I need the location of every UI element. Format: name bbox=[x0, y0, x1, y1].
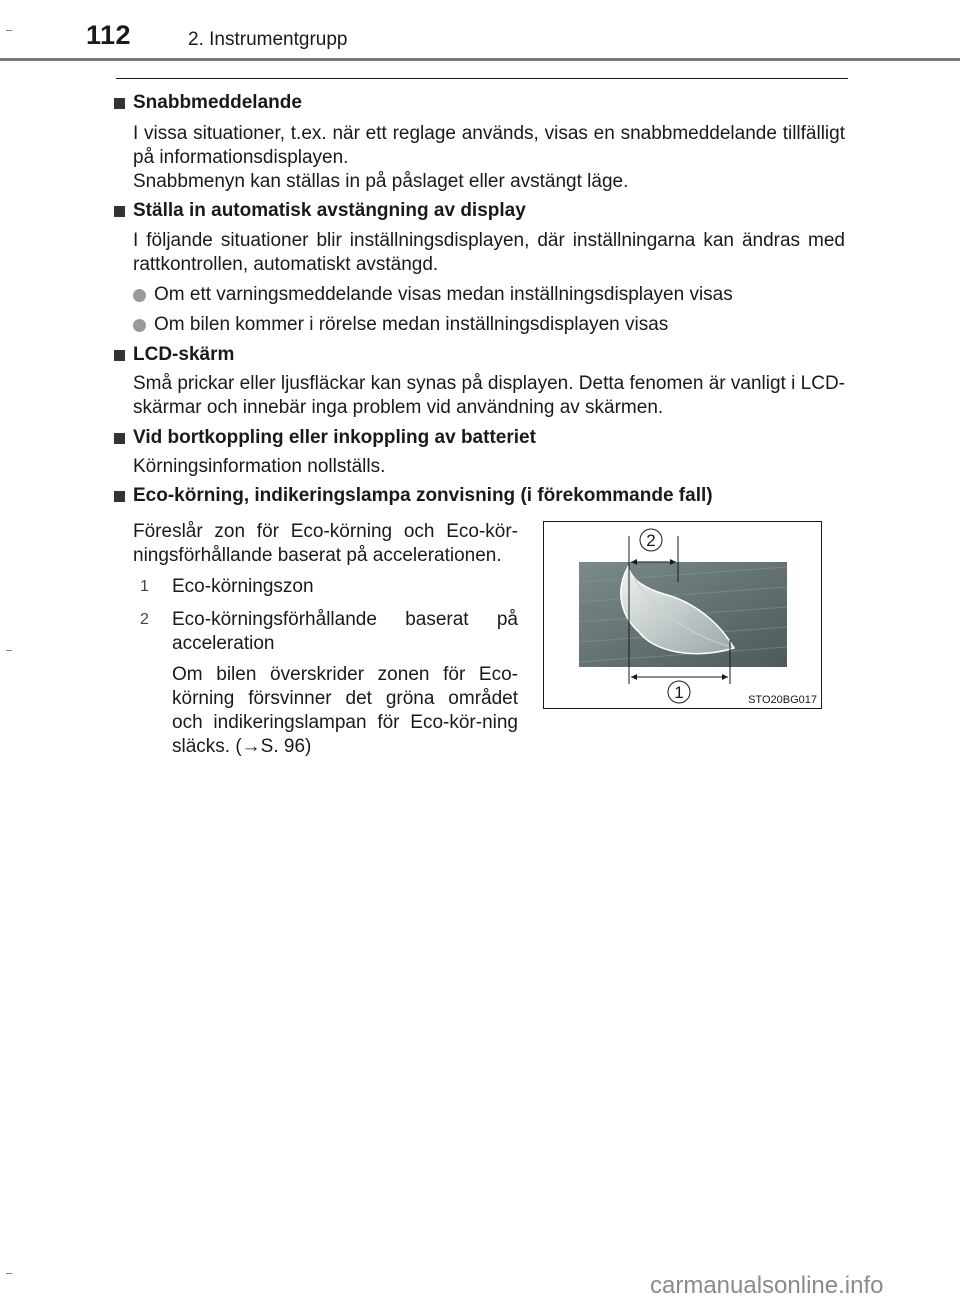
section-heading bbox=[114, 200, 526, 222]
heading-text: Ställa in automatisk avstängning av display bbox=[133, 200, 526, 221]
square-bullet-icon bbox=[114, 433, 125, 444]
heading-text: Vid bortkoppling eller inkoppling av batteriet bbox=[133, 427, 536, 448]
eco-leaf-illustration bbox=[544, 522, 821, 708]
item-number: 1 bbox=[140, 578, 149, 595]
paragraph: Små prickar eller ljusfläckar kan synas på displayen. Detta fenomen är vanligt i LCD-skärmar och innebär inga problem vid användning av skärmen. bbox=[133, 373, 845, 418]
square-bullet-icon bbox=[114, 98, 125, 109]
square-bullet-icon bbox=[114, 491, 125, 502]
paragraph: I följande situationer blir inställningsdisplayen, där inställningarna kan ändras med rattkontrollen, automatiskt avstängd. bbox=[133, 230, 845, 275]
circle-bullet-icon bbox=[133, 289, 146, 302]
top-rule bbox=[116, 78, 848, 79]
paragraph: Körningsinformation nollställs. bbox=[133, 456, 386, 477]
callout-label: 2 bbox=[646, 531, 656, 550]
heading-text: Snabbmeddelande bbox=[133, 92, 302, 113]
paragraph: Snabbmenyn kan ställas in på påslaget eller avstängt läge. bbox=[133, 171, 629, 192]
eco-zone-figure bbox=[543, 521, 822, 709]
square-bullet-icon bbox=[114, 350, 125, 361]
list-item-text: Om ett varningsmeddelande visas medan inställningsdisplayen visas bbox=[154, 284, 733, 305]
callout-label: 1 bbox=[674, 683, 684, 702]
section-heading bbox=[114, 427, 536, 449]
section-title: 2. Instrumentgrupp bbox=[188, 29, 348, 50]
section-heading bbox=[114, 344, 234, 366]
list-item-text: Om bilen kommer i rörelse medan inställningsdisplayen visas bbox=[154, 314, 669, 335]
item-number: 2 bbox=[140, 611, 149, 628]
list-item bbox=[133, 313, 668, 337]
paragraph: Föreslår zon för Eco-körning och Eco-kör-ningsförhållande baserat på accelerationen. bbox=[133, 521, 518, 566]
heading-text: Eco-körning, indikeringslampa zonvisning (i förekommande fall) bbox=[133, 485, 713, 506]
item-text: Eco-körningszon bbox=[172, 576, 314, 597]
list-item bbox=[133, 283, 733, 307]
note-block bbox=[140, 663, 518, 759]
page-header bbox=[0, 0, 960, 61]
circle-bullet-icon bbox=[133, 319, 146, 332]
figure-code: STO20BG017 bbox=[748, 694, 817, 706]
numbered-item bbox=[140, 608, 518, 656]
crop-mark bbox=[6, 30, 12, 31]
note-text: Om bilen överskrider zonen för Eco-körning försvinner det gröna området och indikeringslampan för Eco-kör-ning släcks. (→S. 96) bbox=[172, 664, 518, 757]
item-text: Eco-körningsförhållande baserat på acceleration bbox=[172, 609, 518, 654]
square-bullet-icon bbox=[114, 206, 125, 217]
watermark: carmanualsonline.info bbox=[650, 1272, 884, 1299]
page-number: 112 bbox=[86, 20, 132, 50]
numbered-item bbox=[140, 575, 518, 599]
crop-mark bbox=[6, 1273, 12, 1274]
heading-text: LCD-skärm bbox=[133, 344, 235, 365]
section-heading bbox=[114, 485, 713, 507]
section-heading bbox=[114, 92, 302, 114]
paragraph: I vissa situationer, t.ex. när ett reglage används, visas en snabbmeddelande tillfälligt på informationsdisplayen. bbox=[133, 123, 845, 168]
crop-mark bbox=[6, 650, 12, 651]
